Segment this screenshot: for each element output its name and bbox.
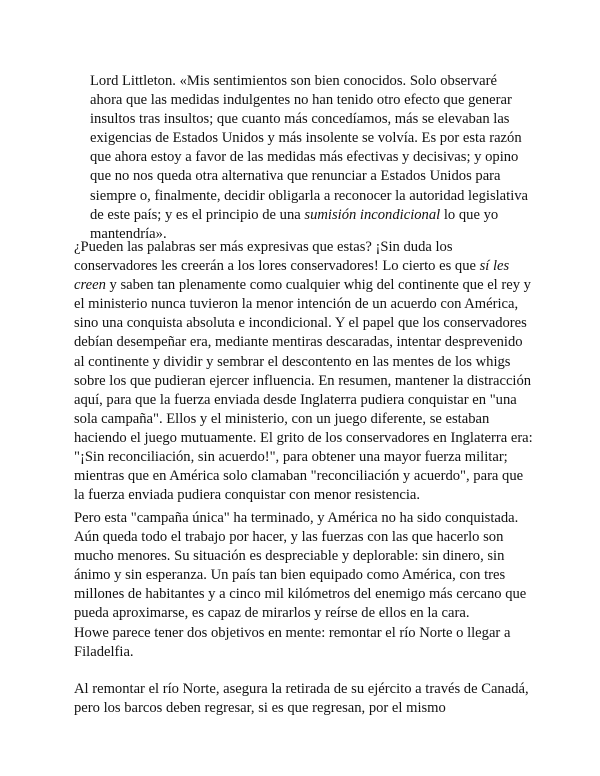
paragraph-1-italic-emphasis: sí les creen [74,258,510,294]
paragraph-1-text: ¿Pueden las palabras ser más expresivas que estas? ¡Sin duda los conservadores les creerán a los lores conservadores! Lo cierto es que [74,239,480,275]
block-quote-littleton [90,72,530,244]
quote-italic-emphasis: sumisión incondicional [304,206,441,223]
paragraph-1 [74,238,536,505]
paragraph-3: Howe parece tener dos objetivos en mente: remontar el río Norte o llegar a Filadelfia. [74,625,511,661]
paragraph-1-text-end: y saben tan plenamente como cualquier whig del continente que el rey y el ministerio nunca tuvieron la menor intención de un acuerdo con América, sino una conquista absoluta e incondicional. Y el papel que los conservadores debían desempeñar era, mediante mentiras descaradas, intentar desprevenido al continente y dividir y sembrar el descontento en las mentes de los whigs sobre los que pudieran ejercer influencia. En resumen, mantener la distracción aquí, para que la fuerza enviada desde Inglaterra pudiera conquistar en "una sola campaña". Ellos y el ministerio, con un juego diferente, se estaban haciendo el juego mutuamente. El grito de los conservadores en Inglaterra era: "¡Sin reconciliación, sin acuerdo!", para obtener una mayor fuerza militar; mientras que en América solo clamaban "reconciliación y acuerdo", para que la fuerza enviada pudiera conquistar con menor resistencia. [74,277,533,504]
paragraph-2: Pero esta "campaña única" ha terminado, y América no ha sido conquistada. Aún queda todo el trabajo por hacer, y las fuerzas con las que hacerlo son mucho menores. Su situación es despreciable y deplorable: sin dinero, sin ánimo y sin esperanza. Un país tan bien equipado como América, con tres millones de habitantes y a cinco mil kilómetros del enemigo más cercano que pueda aproximarse, es capaz de mirarlos y reírse de ellos en la cara. [74,510,527,622]
paragraph-4: Al remontar el río Norte, asegura la retirada de su ejército a través de Canadá, pero los barcos deben regresar, si es que regresan, por el mismo [74,681,529,717]
quote-text-end: lo que yo mantendría». [90,206,499,242]
quote-text: Lord Littleton. «Mis sentimientos son bien conocidos. Solo observaré ahora que las medidas indulgentes no han tenido otro efecto que generar insultos tras insultos; que cuanto más concedíamos, más se elevaban las exigencias de Estados Unidos y más insolente se volvía. Es por esta razón que ahora estoy a favor de las medidas más efectivas y decisivas; y opino que no nos queda otra alternativa que renunciar a Estados Unidos para siempre o, finalmente, decidir obligarla a reconocer la autoridad legislativa de este país; y es el principio de una [90,73,529,223]
